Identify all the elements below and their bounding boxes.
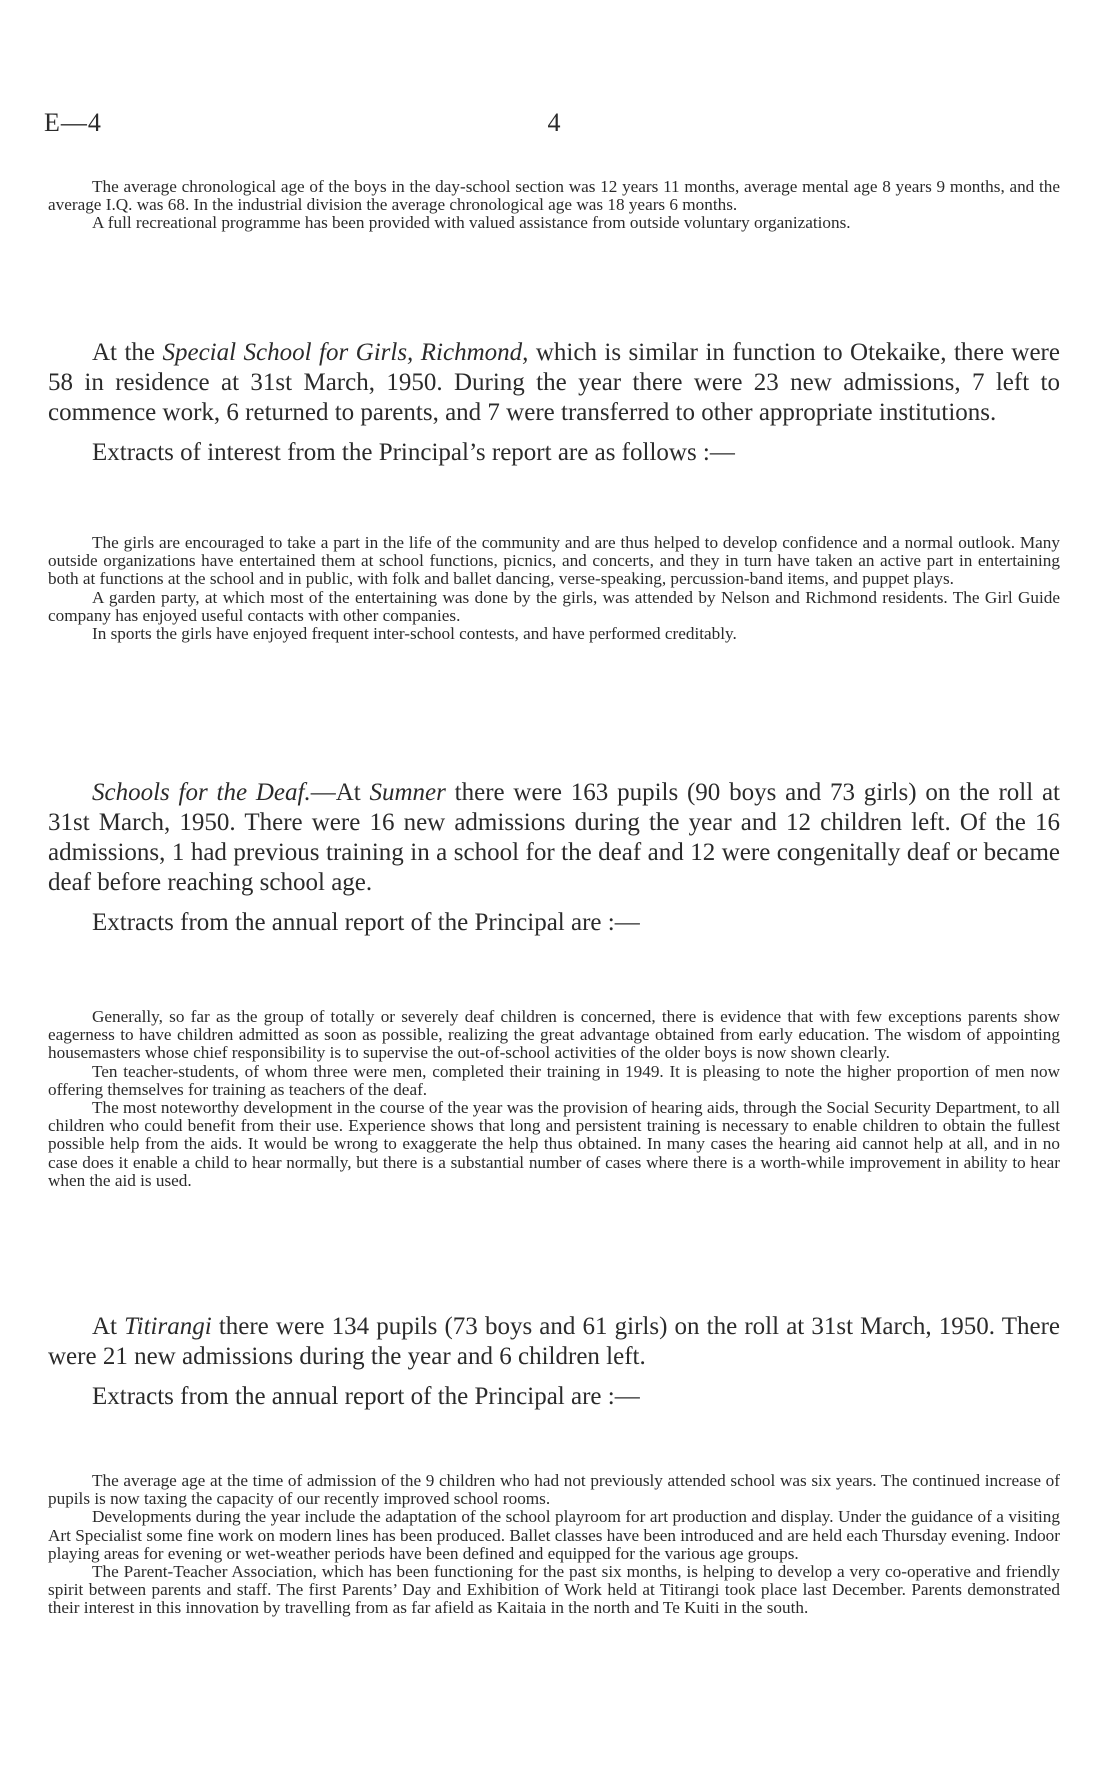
extract-paragraph: The Parent-Teacher Association, which has been functioning for the past six months, is helping to develop a very co-operative and friendly spirit between parents and staff. The first Parents’ Day and Exhibition of Work held at Titirangi took place last December. Parents demonstrated their interest in this innovation by travelling from as far afield as Kaitaia in the north and Te Kuiti in the south.	[48, 1562, 1060, 1618]
school-place: Sumner	[369, 779, 446, 806]
extract-intro: Extracts of interest from the Principal’s report are as follows :—	[92, 439, 735, 466]
page-header	[44, 108, 1064, 144]
section-heading: Schools for the Deaf.	[92, 779, 311, 806]
extract-paragraph: In sports the girls have enjoyed frequent inter-school contests, and have performed creditably.	[92, 624, 737, 644]
richmond-extract	[48, 534, 1060, 643]
extract-paragraph: The most noteworthy development in the course of the year was the provision of hearing aids, through the Social Security Department, to all children who could benefit from their use. Experience shows that long and persistent training is necessary to enable children to obtain the fullest possible help from the aids. It would be wrong to exaggerate the help thus obtained. In many cases the hearing aid cannot help at all, and in no case does it enable a child to hear normally, but there is a substantial number of cases where there is a worth-while improvement in ability to hear when the aid is used.	[48, 1098, 1060, 1190]
page-reference: E—4	[44, 108, 102, 137]
school-place: Titirangi	[124, 1313, 212, 1340]
page-number: 4	[547, 108, 561, 137]
sumner-extract	[48, 1008, 1060, 1190]
otekaike-extract	[48, 178, 1060, 233]
extract-paragraph: The girls are encouraged to take a part in the life of the community and are thus helped to develop confidence and a normal outlook. Many outside organizations have entertained them at school functions, picnics, and concerts, and they in turn have taken an active part in entertaining both at functions at the school and in public, with folk and ballet dancing, verse-speaking, percussion-band items, and puppet plays.	[48, 533, 1060, 589]
section-paragraph: At the Special School for Girls, Richmond, which is similar in function to Otekaike, there were 58 in residence at 31st March, 1950. During the year there were 23 new admissions, 7 left to commence work, 6 returned to parents, and 7 were transferred to other appropriate institutions.	[48, 339, 1060, 426]
extract-intro: Extracts from the annual report of the Principal are :—	[92, 1383, 640, 1410]
extract-paragraph: Ten teacher-students, of whom three were men, completed their training in 1949. It is pleasing to note the higher proportion of men now offering themselves for training as teachers of the deaf.	[48, 1061, 1060, 1099]
school-name: Special School for Girls, Richmond,	[162, 339, 529, 366]
deaf-schools-section	[48, 778, 1060, 938]
extract-paragraph: The average chronological age of the boys in the day-school section was 12 years 11 months, average mental age 8 years 9 months, and the average I.Q. was 68. In the industrial division the average chronological age was 18 years 6 months.	[48, 177, 1060, 215]
extract-paragraph: A garden party, at which most of the entertaining was done by the girls, was attended by Nelson and Richmond residents. The Girl Guide company has enjoyed useful contacts with other companies.	[48, 587, 1060, 625]
extract-paragraph: A full recreational programme has been provided with valued assistance from outside voluntary organizations.	[92, 213, 851, 233]
titirangi-section	[48, 1312, 1060, 1412]
extract-paragraph: Generally, so far as the group of totally or severely deaf children is concerned, there is evidence that with few exceptions parents show eagerness to have children admitted as soon as possible, realizing the great advantage obtained from early education. The wisdom of appointing housemasters whose chief responsibility is to supervise the out-of-school activities of the older boys is now shown clearly.	[48, 1007, 1060, 1063]
extract-paragraph: Developments during the year include the adaptation of the school playroom for art production and display. Under the guidance of a visiting Art Specialist some fine work on modern lines has been produced. Ballet classes have been introduced and are held each Thursday evening. Indoor playing areas for evening or wet-weather periods have been defined and equipped for the various age groups.	[48, 1507, 1060, 1563]
extract-intro: Extracts from the annual report of the Principal are :—	[92, 909, 640, 936]
titirangi-extract	[48, 1472, 1060, 1618]
extract-paragraph: The average age at the time of admission of the 9 children who had not previously attended school was six years. The continued increase of pupils is now taxing the capacity of our recently improved school rooms.	[48, 1471, 1060, 1509]
section-paragraph: Schools for the Deaf.—At Sumner there were 163 pupils (90 boys and 73 girls) on the roll at 31st March, 1950. There were 16 new admissions during the year and 12 children left. Of the 16 admissions, 1 had previous training in a school for the deaf and 12 were congenitally deaf or became deaf before reaching school age.	[48, 779, 1060, 896]
section-paragraph: At Titirangi there were 134 pupils (73 boys and 61 girls) on the roll at 31st March, 1950. There were 21 new admissions during the year and 6 children left.	[48, 1313, 1061, 1370]
richmond-section	[48, 338, 1060, 468]
